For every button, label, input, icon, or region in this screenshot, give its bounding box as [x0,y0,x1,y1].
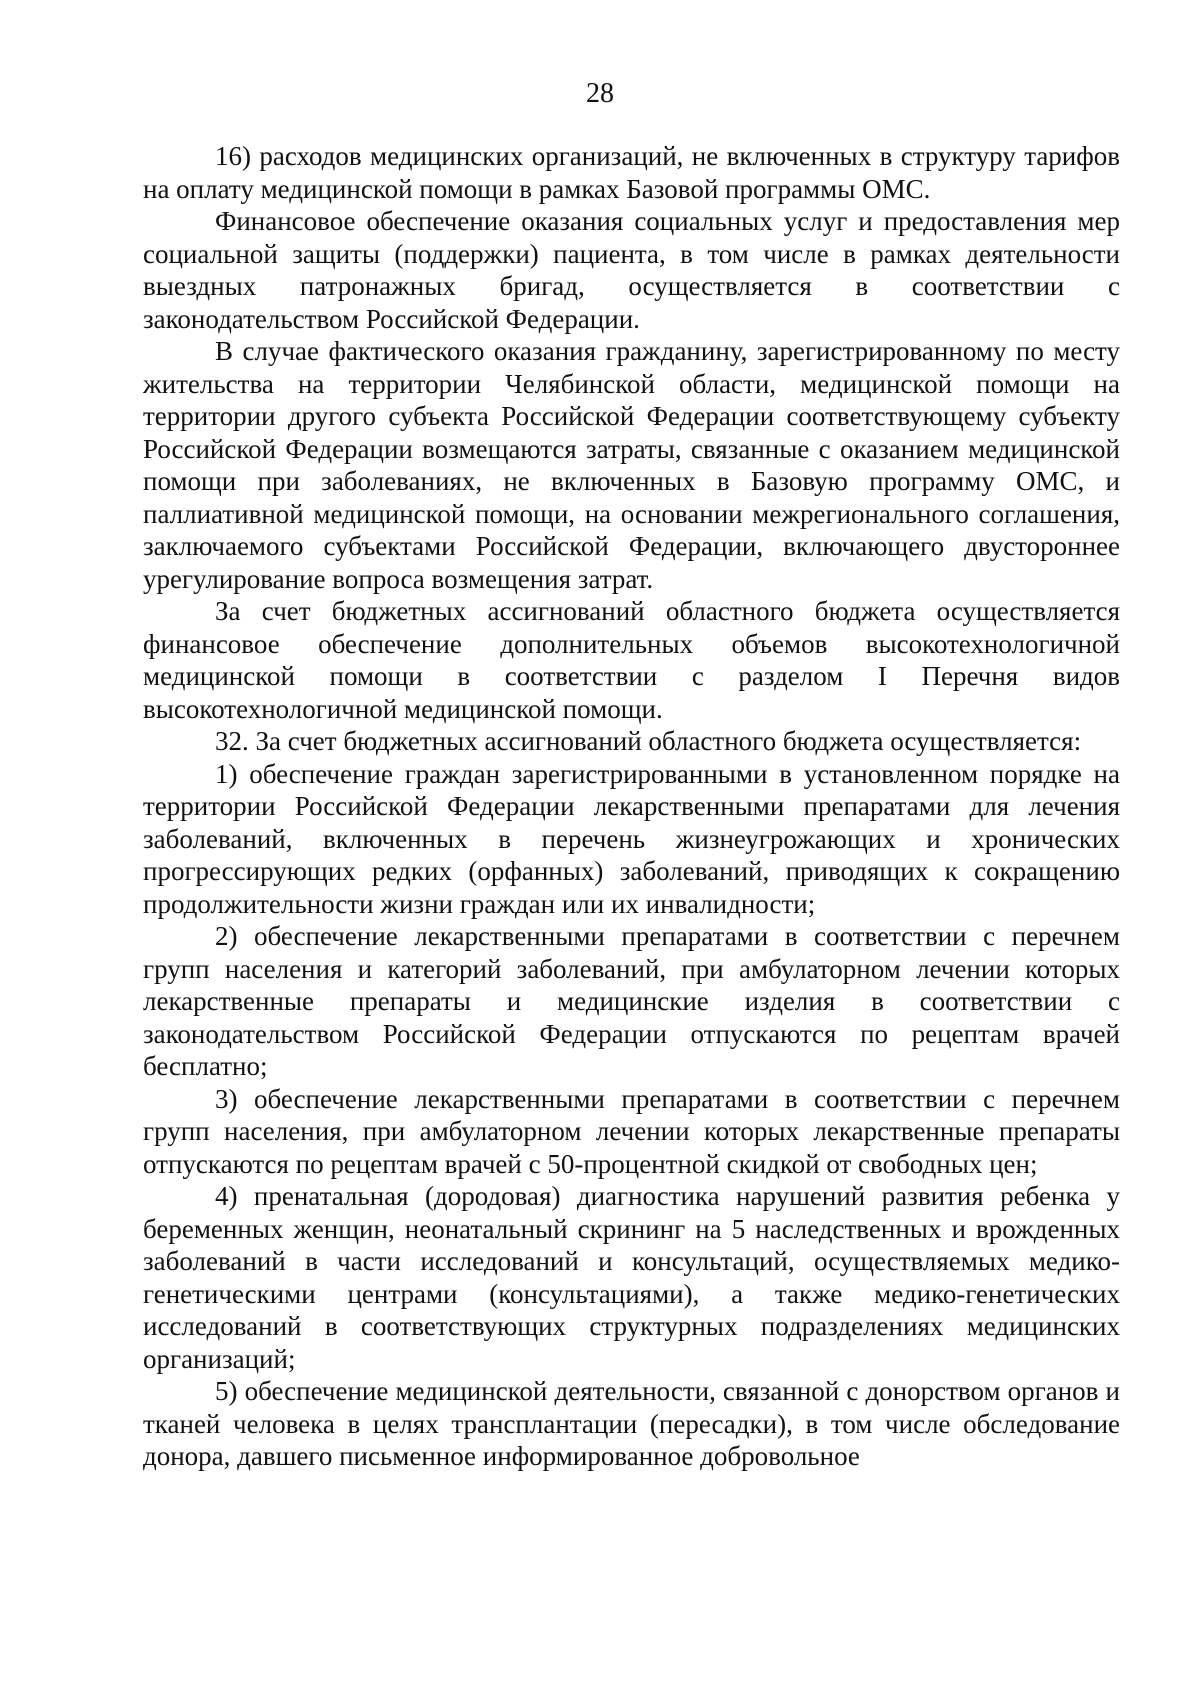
paragraph-item-3: 3) обеспечение лекарственными препаратами в соответствии с перечнем групп населения, при амбулаторном лечении которых лекарственные препараты отпускаются по рецептам врачей с 50-процентной скидкой от свободных цен; [143,1083,1120,1179]
paragraph-item-2: 2) обеспечение лекарственными препаратами в соответствии с перечнем групп населения и категорий заболеваний, при амбулаторном лечении которых лекарственные препараты и медицинские изделия в соответствии с законодательством Российской Федерации отпускаются по рецептам врачей бесплатно; [143,921,1120,1081]
paragraph-other-region-care: В случае фактического оказания гражданину, зарегистрированному по месту жительства на территории Челябинской области, медицинской помощи на территории другого субъекта Российской Федерации соответствующему субъекту Российской Федерации возмещаются затраты, связанные с оказанием медицинской помощи при заболеваниях, не включенных в Базовую программу ОМС, и паллиативной медицинской помощи, на основании межрегионального соглашения, заключаемого субъектами Российской Федерации, включающего двустороннее урегулирование вопроса возмещения затрат. [143,336,1120,594]
paragraph-high-tech-care: За счет бюджетных ассигнований областного бюджета осуществляется финансовое обеспечение дополнительных объемов высокотехнологичной медицинской помощи в соответствии с разделом I Перечня видов высокотехнологичной медицинской помощи. [143,596,1120,724]
paragraph-social-services: Финансовое обеспечение оказания социальных услуг и предоставления мер социальной защиты (поддержки) пациента, в том числе в рамках деятельности выездных патронажных бригад, осуществляется в соответствии с законодательством Российской Федерации. [143,206,1120,334]
paragraph-item-4: 4) пренатальная (дородовая) диагностика нарушений развития ребенка у беременных женщин, неонатальный скрининг на 5 наследственных и врожденных заболеваний в части исследований и консультаций, осуществляемых медико-генетическими центрами (консультациями), а также медико-генетических исследований в соответствующих структурных подразделениях медицинских организаций; [143,1181,1120,1374]
paragraph-item-5: 5) обеспечение медицинской деятельности, связанной с донорством органов и тканей человека в целях трансплантации (пересадки), в том числе обследование донора, давшего письменное информированное добровольное [143,1376,1120,1471]
paragraph-item-1: 1) обеспечение граждан зарегистрированными в установленном порядке на территории Российской Федерации лекарственными препаратами для лечения заболеваний, включенных в перечень жизнеугрожающих и хронических прогрессирующих редких (орфанных) заболеваний, приводящих к сокращению продолжительности жизни граждан или их инвалидности; [143,758,1120,919]
paragraph-item-16: 16) расходов медицинских организаций, не включенных в структуру тарифов на оплату медицинской помощи в рамках Базовой программы ОМС. [143,141,1120,204]
page-number: 28 [586,78,614,109]
body-text [143,140,1120,1473]
paragraph-section-32: 32. За счет бюджетных ассигнований областного бюджета осуществляется: [215,726,1082,756]
